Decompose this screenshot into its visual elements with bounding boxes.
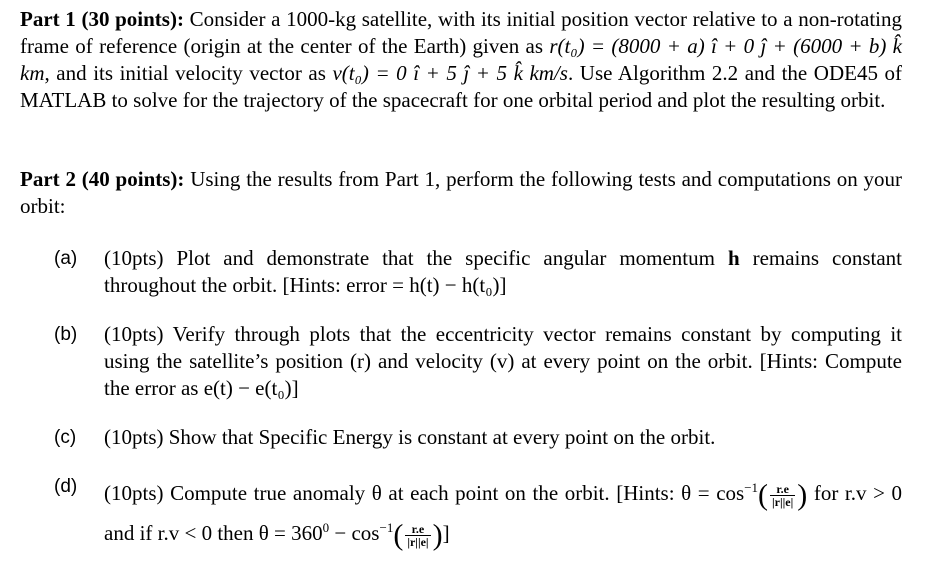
part2-text: Using the results from Part 1, perform the following tests and computations on your orbit: — [20, 167, 902, 218]
list-item-b — [54, 321, 902, 402]
item-a-label: (a) — [54, 248, 78, 269]
item-b-label: (b) — [54, 324, 78, 345]
paren-open-2: ( — [393, 518, 404, 552]
item-d-text — [104, 473, 902, 553]
part1-heading: Part 1 (30 points): — [20, 7, 184, 31]
list-item-d — [54, 473, 902, 553]
fraction-numerator: r.e — [770, 483, 795, 496]
part1-text-c: . Use Algorithm 2.2 and the ODE45 of MATLAB to solve for the trajectory of the spacecraft for one orbital period and plot the resulting orbit. — [20, 61, 903, 112]
item-d-text-d: ] — [442, 521, 450, 545]
item-c-text: (10pts) Show that Specific Energy is constant at every point on the orbit. — [104, 425, 716, 449]
item-c-label: (c) — [54, 427, 77, 448]
paren-close-2: ) — [432, 518, 443, 552]
item-d-degree-sup: 0 — [322, 520, 330, 535]
part1-text-a: Consider a 1000-kg satellite, with its initial position vector relative to a non-rotating frame of reference (origin at the center of the Earth) given as — [20, 7, 903, 58]
part1-text-b: , and its initial velocity vector as — [44, 61, 333, 85]
part1-position-equation: r(t₀) = (8000 + a) î + 0 ĵ + (6000 + b) k̂ km — [20, 34, 902, 85]
item-a-bold: h — [727, 246, 740, 270]
fraction-denominator: |r||e| — [772, 494, 794, 509]
part1-paragraph — [20, 6, 902, 114]
item-d-fraction — [770, 483, 795, 508]
item-d-inverse-sup-2: −1 — [379, 520, 394, 535]
item-d-text-a: (10pts) Compute true anomaly θ at each point on the orbit. [Hints: θ = cos — [104, 481, 745, 505]
part2-heading: Part 2 (40 points): — [20, 167, 185, 191]
document-page — [20, 6, 902, 575]
list-item-c — [54, 424, 902, 451]
item-a-text-a: (10pts) Plot and demonstrate that the specific angular momentum — [104, 246, 728, 270]
item-d-inverse-sup: −1 — [744, 480, 759, 495]
item-b-text: (10pts) Verify through plots that the eccentricity vector remains constant by computing it using the satellite’s position (r) and velocity (v) at every point on the orbit. [Hints: Compute the error as e(t) − e(t₀)] — [104, 322, 902, 400]
part2-paragraph — [20, 166, 902, 220]
fraction-numerator-2: r.e — [405, 523, 430, 536]
item-d-label: (d) — [54, 476, 78, 497]
task-list — [20, 245, 902, 553]
list-item-a — [54, 245, 902, 299]
paren-close: ) — [797, 478, 808, 512]
paren-open: ( — [758, 478, 769, 512]
item-d-text-b: for r.v > 0 and if r.v < 0 then θ = 360 — [104, 481, 902, 545]
fraction-denominator-2: |r||e| — [407, 534, 429, 549]
item-a-text-b: remains constant throughout the orbit. [Hints: error = h(t) − h(t₀)] — [104, 246, 902, 297]
item-d-fraction-2 — [405, 523, 430, 548]
item-a-text — [104, 245, 902, 299]
item-d-text-c: − cos — [329, 521, 380, 545]
part1-velocity-equation: v(t₀) = 0 î + 5 ĵ + 5 k̂ km/s — [332, 61, 568, 85]
